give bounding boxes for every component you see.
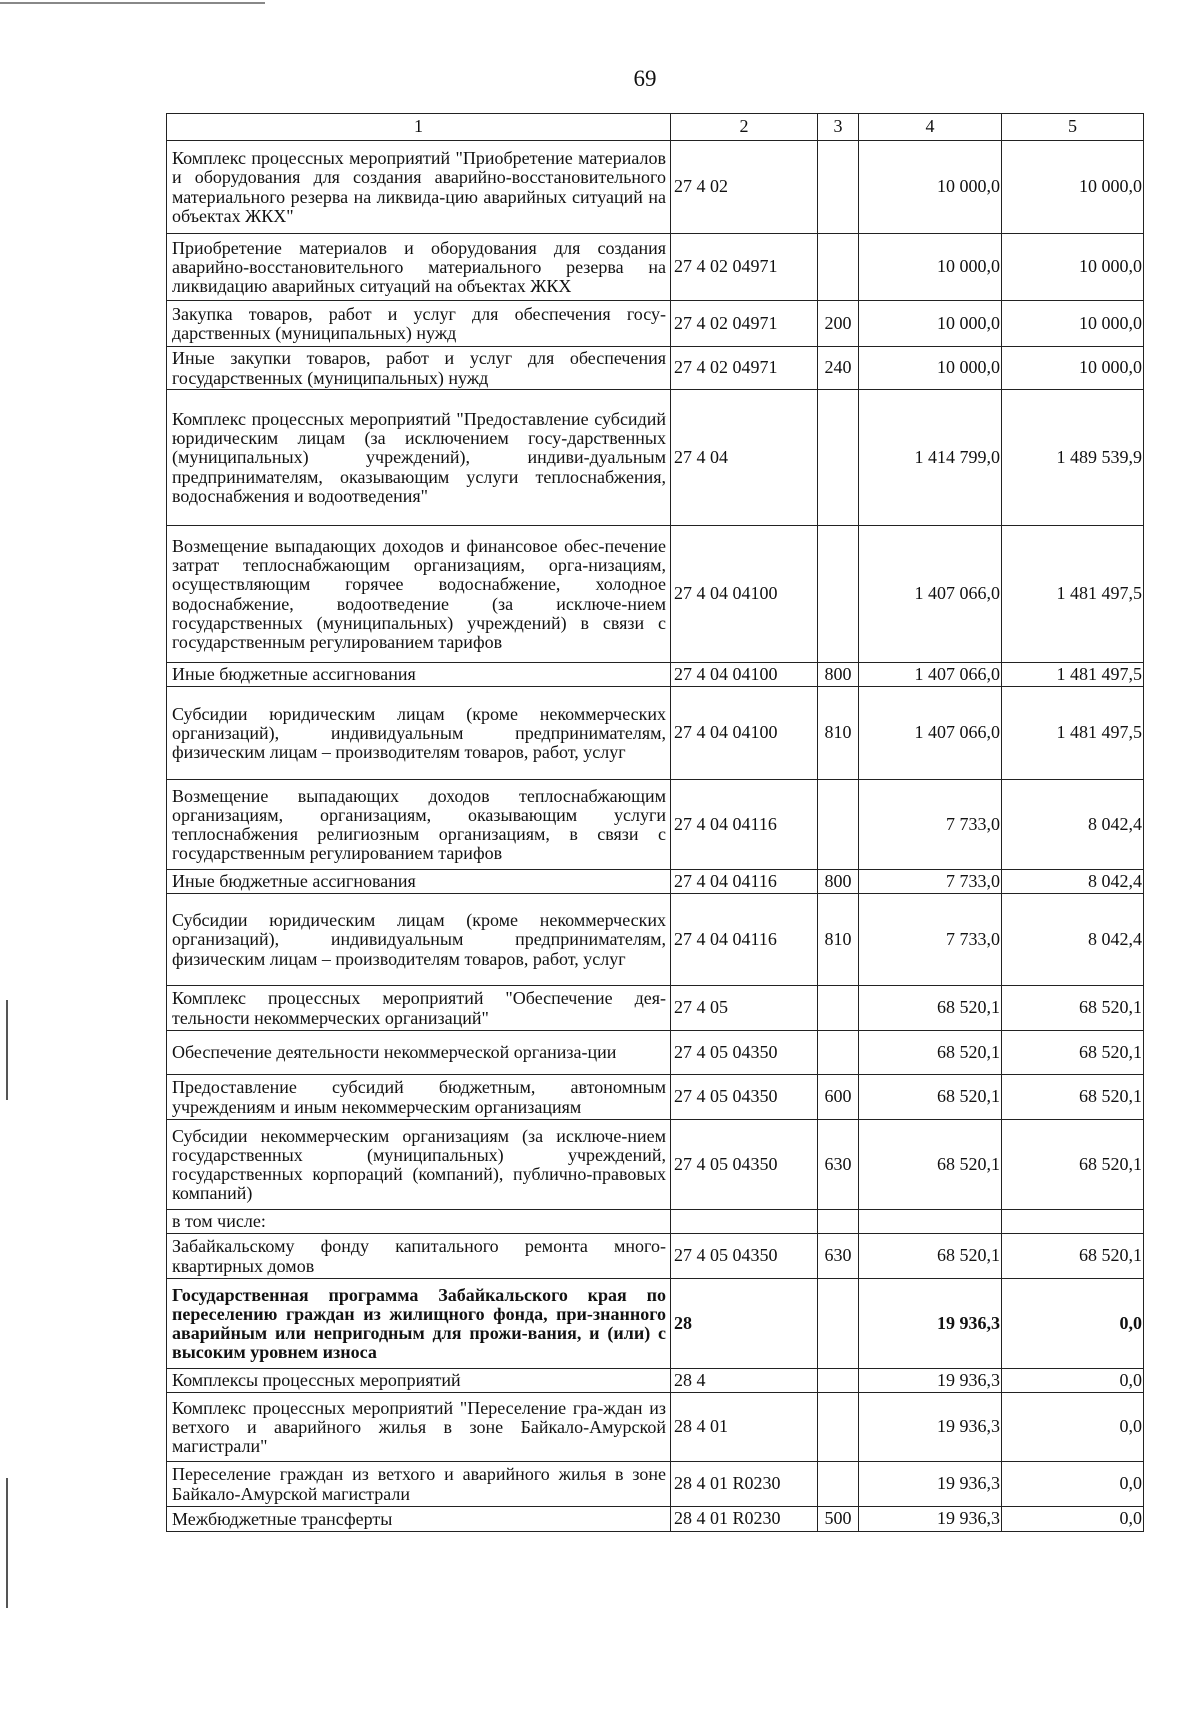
row-value1-cell: 10 000,0 xyxy=(859,347,1002,390)
table-row xyxy=(167,1369,1144,1393)
row-type-cell: 810 xyxy=(818,894,859,986)
row-type-cell: 630 xyxy=(818,1120,859,1210)
row-code-cell xyxy=(671,1210,818,1234)
table-row xyxy=(167,1393,1144,1462)
row-code-cell: 27 4 04 04116 xyxy=(671,780,818,870)
table-row xyxy=(167,1120,1144,1210)
table-row xyxy=(167,141,1144,234)
header-col-value2: 5 xyxy=(1002,114,1144,141)
row-value2-cell: 1 481 497,5 xyxy=(1002,526,1144,663)
row-type-cell: 800 xyxy=(818,870,859,894)
row-code-cell: 27 4 05 04350 xyxy=(671,1075,818,1120)
header-col-name: 1 xyxy=(167,114,671,141)
row-name-cell: Иные бюджетные ассигнования xyxy=(167,663,671,687)
row-name-cell: Субсидии юридическим лицам (кроме некоммерческих организаций), индивидуальным предпринимателям, физическим лицам – производителям товаров, работ, услуг xyxy=(167,894,671,986)
row-value2-cell: 0,0 xyxy=(1002,1393,1144,1462)
row-value1-cell: 10 000,0 xyxy=(859,301,1002,347)
row-name-cell: Комплекс процессных мероприятий "Предоставление субсидий юридическим лицам (за исключением госу-дарственных (муниципальных) учреждений), индиви-дуальным предпринимателям, оказывающим услуги теплоснабжения, водоснабжения и водоотведения" xyxy=(167,390,671,526)
table-row xyxy=(167,301,1144,347)
row-value2-cell: 68 520,1 xyxy=(1002,1234,1144,1279)
table-row xyxy=(167,894,1144,986)
row-value1-cell: 19 936,3 xyxy=(859,1507,1002,1532)
row-type-cell xyxy=(818,1393,859,1462)
row-value1-cell: 68 520,1 xyxy=(859,1120,1002,1210)
row-value1-cell: 68 520,1 xyxy=(859,1031,1002,1075)
row-type-cell: 600 xyxy=(818,1075,859,1120)
row-type-cell xyxy=(818,1210,859,1234)
budget-table xyxy=(166,113,1144,1532)
row-code-cell: 27 4 02 04971 xyxy=(671,234,818,301)
row-name-cell: Обеспечение деятельности некоммерческой организа-ции xyxy=(167,1031,671,1075)
row-code-cell: 27 4 02 04971 xyxy=(671,301,818,347)
row-value1-cell: 1 407 066,0 xyxy=(859,663,1002,687)
row-value1-cell: 10 000,0 xyxy=(859,234,1002,301)
row-code-cell: 27 4 05 04350 xyxy=(671,1031,818,1075)
row-code-cell: 27 4 05 04350 xyxy=(671,1120,818,1210)
table-row xyxy=(167,1210,1144,1234)
row-value1-cell xyxy=(859,1210,1002,1234)
header-row xyxy=(167,114,1144,141)
header-col-type: 3 xyxy=(818,114,859,141)
row-type-cell: 810 xyxy=(818,687,859,780)
table-row xyxy=(167,870,1144,894)
row-value1-cell: 19 936,3 xyxy=(859,1369,1002,1393)
table-row xyxy=(167,526,1144,663)
row-type-cell: 500 xyxy=(818,1507,859,1532)
row-name-cell: Государственная программа Забайкальского края по переселению граждан из жилищного фонда, при-знанного аварийным или непригодным для прожи-вания, и (или) с высоким уровнем износа xyxy=(167,1279,671,1369)
row-type-cell: 800 xyxy=(818,663,859,687)
header-col-value1: 4 xyxy=(859,114,1002,141)
table-row xyxy=(167,234,1144,301)
row-value1-cell: 10 000,0 xyxy=(859,141,1002,234)
row-value2-cell: 68 520,1 xyxy=(1002,1075,1144,1120)
row-code-cell: 28 4 01 R0230 xyxy=(671,1507,818,1532)
row-value1-cell: 68 520,1 xyxy=(859,986,1002,1031)
row-value1-cell: 19 936,3 xyxy=(859,1462,1002,1507)
row-code-cell: 27 4 02 04971 xyxy=(671,347,818,390)
row-code-cell: 28 4 01 R0230 xyxy=(671,1462,818,1507)
scan-line-left-edge-lower xyxy=(6,1478,8,1608)
page-number: 69 xyxy=(633,66,657,91)
row-value2-cell xyxy=(1002,1210,1144,1234)
row-value2-cell: 1 489 539,9 xyxy=(1002,390,1144,526)
row-type-cell xyxy=(818,526,859,663)
table-row xyxy=(167,780,1144,870)
row-name-cell: Иные бюджетные ассигнования xyxy=(167,870,671,894)
row-name-cell: Комплекс процессных мероприятий "Обеспечение дея-тельности некоммерческих организаций" xyxy=(167,986,671,1031)
table-row xyxy=(167,1462,1144,1507)
scan-line-top-left xyxy=(0,2,265,4)
row-value2-cell: 0,0 xyxy=(1002,1369,1144,1393)
row-name-cell: Комплекс процессных мероприятий "Приобретение материалов и оборудования для создания аварийно-восстановительного материального резерва на ликвида-цию аварийных ситуаций на объектах ЖКХ" xyxy=(167,141,671,234)
row-value2-cell: 1 481 497,5 xyxy=(1002,687,1144,780)
row-value2-cell: 0,0 xyxy=(1002,1507,1144,1532)
row-name-cell: Комплекс процессных мероприятий "Переселение гра-ждан из ветхого и аварийного жилья в зоне Байкало-Амурской магистрали" xyxy=(167,1393,671,1462)
row-value2-cell: 8 042,4 xyxy=(1002,870,1144,894)
row-type-cell xyxy=(818,141,859,234)
row-code-cell: 27 4 04 04100 xyxy=(671,687,818,780)
row-code-cell: 27 4 04 04116 xyxy=(671,894,818,986)
row-type-cell xyxy=(818,1462,859,1507)
row-value1-cell: 19 936,3 xyxy=(859,1279,1002,1369)
row-type-cell: 200 xyxy=(818,301,859,347)
row-value2-cell: 68 520,1 xyxy=(1002,1120,1144,1210)
row-code-cell: 28 4 xyxy=(671,1369,818,1393)
row-value1-cell: 68 520,1 xyxy=(859,1075,1002,1120)
row-value2-cell: 10 000,0 xyxy=(1002,234,1144,301)
row-name-cell: Забайкальскому фонду капитального ремонта много-квартирных домов xyxy=(167,1234,671,1279)
table-row xyxy=(167,1075,1144,1120)
row-name-cell: в том числе: xyxy=(167,1210,671,1234)
row-code-cell: 27 4 05 xyxy=(671,986,818,1031)
row-type-cell xyxy=(818,780,859,870)
table-row xyxy=(167,390,1144,526)
table-row xyxy=(167,1507,1144,1532)
table-row xyxy=(167,347,1144,390)
row-code-cell: 27 4 04 xyxy=(671,390,818,526)
row-value1-cell: 19 936,3 xyxy=(859,1393,1002,1462)
row-type-cell xyxy=(818,1031,859,1075)
row-value1-cell: 1 407 066,0 xyxy=(859,526,1002,663)
header-col-code: 2 xyxy=(671,114,818,141)
row-value1-cell: 7 733,0 xyxy=(859,894,1002,986)
row-value2-cell: 0,0 xyxy=(1002,1462,1144,1507)
row-value2-cell: 0,0 xyxy=(1002,1279,1144,1369)
row-value1-cell: 7 733,0 xyxy=(859,780,1002,870)
row-value1-cell: 1 414 799,0 xyxy=(859,390,1002,526)
row-type-cell xyxy=(818,390,859,526)
row-name-cell: Субсидии юридическим лицам (кроме некоммерческих организаций), индивидуальным предпринимателям, физическим лицам – производителям товаров, работ, услуг xyxy=(167,687,671,780)
row-name-cell: Иные закупки товаров, работ и услуг для обеспечения государственных (муниципальных) нужд xyxy=(167,347,671,390)
row-code-cell: 27 4 05 04350 xyxy=(671,1234,818,1279)
row-value2-cell: 10 000,0 xyxy=(1002,141,1144,234)
row-type-cell xyxy=(818,986,859,1031)
row-type-cell: 630 xyxy=(818,1234,859,1279)
table-row xyxy=(167,1031,1144,1075)
row-value2-cell: 8 042,4 xyxy=(1002,780,1144,870)
row-type-cell xyxy=(818,1279,859,1369)
row-name-cell: Возмещение выпадающих доходов и финансовое обес-печение затрат теплоснабжающим организациям, орга-низациям, осуществляющим горячее водоснабжение, холодное водоснабжение, водоотведение (за исключе-нием государственных (муниципальных) учреждений) в связи с государственным регулированием тарифов xyxy=(167,526,671,663)
row-code-cell: 27 4 04 04100 xyxy=(671,526,818,663)
row-value1-cell: 1 407 066,0 xyxy=(859,687,1002,780)
row-code-cell: 27 4 04 04100 xyxy=(671,663,818,687)
row-value2-cell: 68 520,1 xyxy=(1002,1031,1144,1075)
row-name-cell: Субсидии некоммерческим организациям (за исключе-нием государственных (муниципальных) учреждений, государственных корпораций (компаний), публично-правовых компаний) xyxy=(167,1120,671,1210)
row-type-cell xyxy=(818,1369,859,1393)
scan-line-left-edge xyxy=(6,1000,8,1100)
row-value2-cell: 8 042,4 xyxy=(1002,894,1144,986)
row-name-cell: Приобретение материалов и оборудования для создания аварийно-восстановительного материального резерва на ликвидацию аварийных ситуаций на объектах ЖКХ xyxy=(167,234,671,301)
table-row xyxy=(167,687,1144,780)
table-row xyxy=(167,1234,1144,1279)
table-row xyxy=(167,663,1144,687)
row-code-cell: 28 4 01 xyxy=(671,1393,818,1462)
table-row xyxy=(167,986,1144,1031)
row-value2-cell: 10 000,0 xyxy=(1002,347,1144,390)
table-row xyxy=(167,1279,1144,1369)
row-type-cell xyxy=(818,234,859,301)
row-name-cell: Закупка товаров, работ и услуг для обеспечения госу-дарственных (муниципальных) нужд xyxy=(167,301,671,347)
row-value2-cell: 10 000,0 xyxy=(1002,301,1144,347)
row-name-cell: Предоставление субсидий бюджетным, автономным учреждениям и иным некоммерческим организациям xyxy=(167,1075,671,1120)
row-name-cell: Комплексы процессных мероприятий xyxy=(167,1369,671,1393)
row-name-cell: Возмещение выпадающих доходов теплоснабжающим организациям, организациям, оказывающим услуги теплоснабжения религиозным организациям, в связи с государственным регулированием тарифов xyxy=(167,780,671,870)
row-type-cell: 240 xyxy=(818,347,859,390)
row-code-cell: 27 4 04 04116 xyxy=(671,870,818,894)
row-value1-cell: 68 520,1 xyxy=(859,1234,1002,1279)
row-name-cell: Переселение граждан из ветхого и аварийного жилья в зоне Байкало-Амурской магистрали xyxy=(167,1462,671,1507)
row-code-cell: 28 xyxy=(671,1279,818,1369)
row-value2-cell: 68 520,1 xyxy=(1002,986,1144,1031)
table-body xyxy=(167,141,1144,1532)
row-value1-cell: 7 733,0 xyxy=(859,870,1002,894)
row-code-cell: 27 4 02 xyxy=(671,141,818,234)
row-value2-cell: 1 481 497,5 xyxy=(1002,663,1144,687)
row-name-cell: Межбюджетные трансферты xyxy=(167,1507,671,1532)
